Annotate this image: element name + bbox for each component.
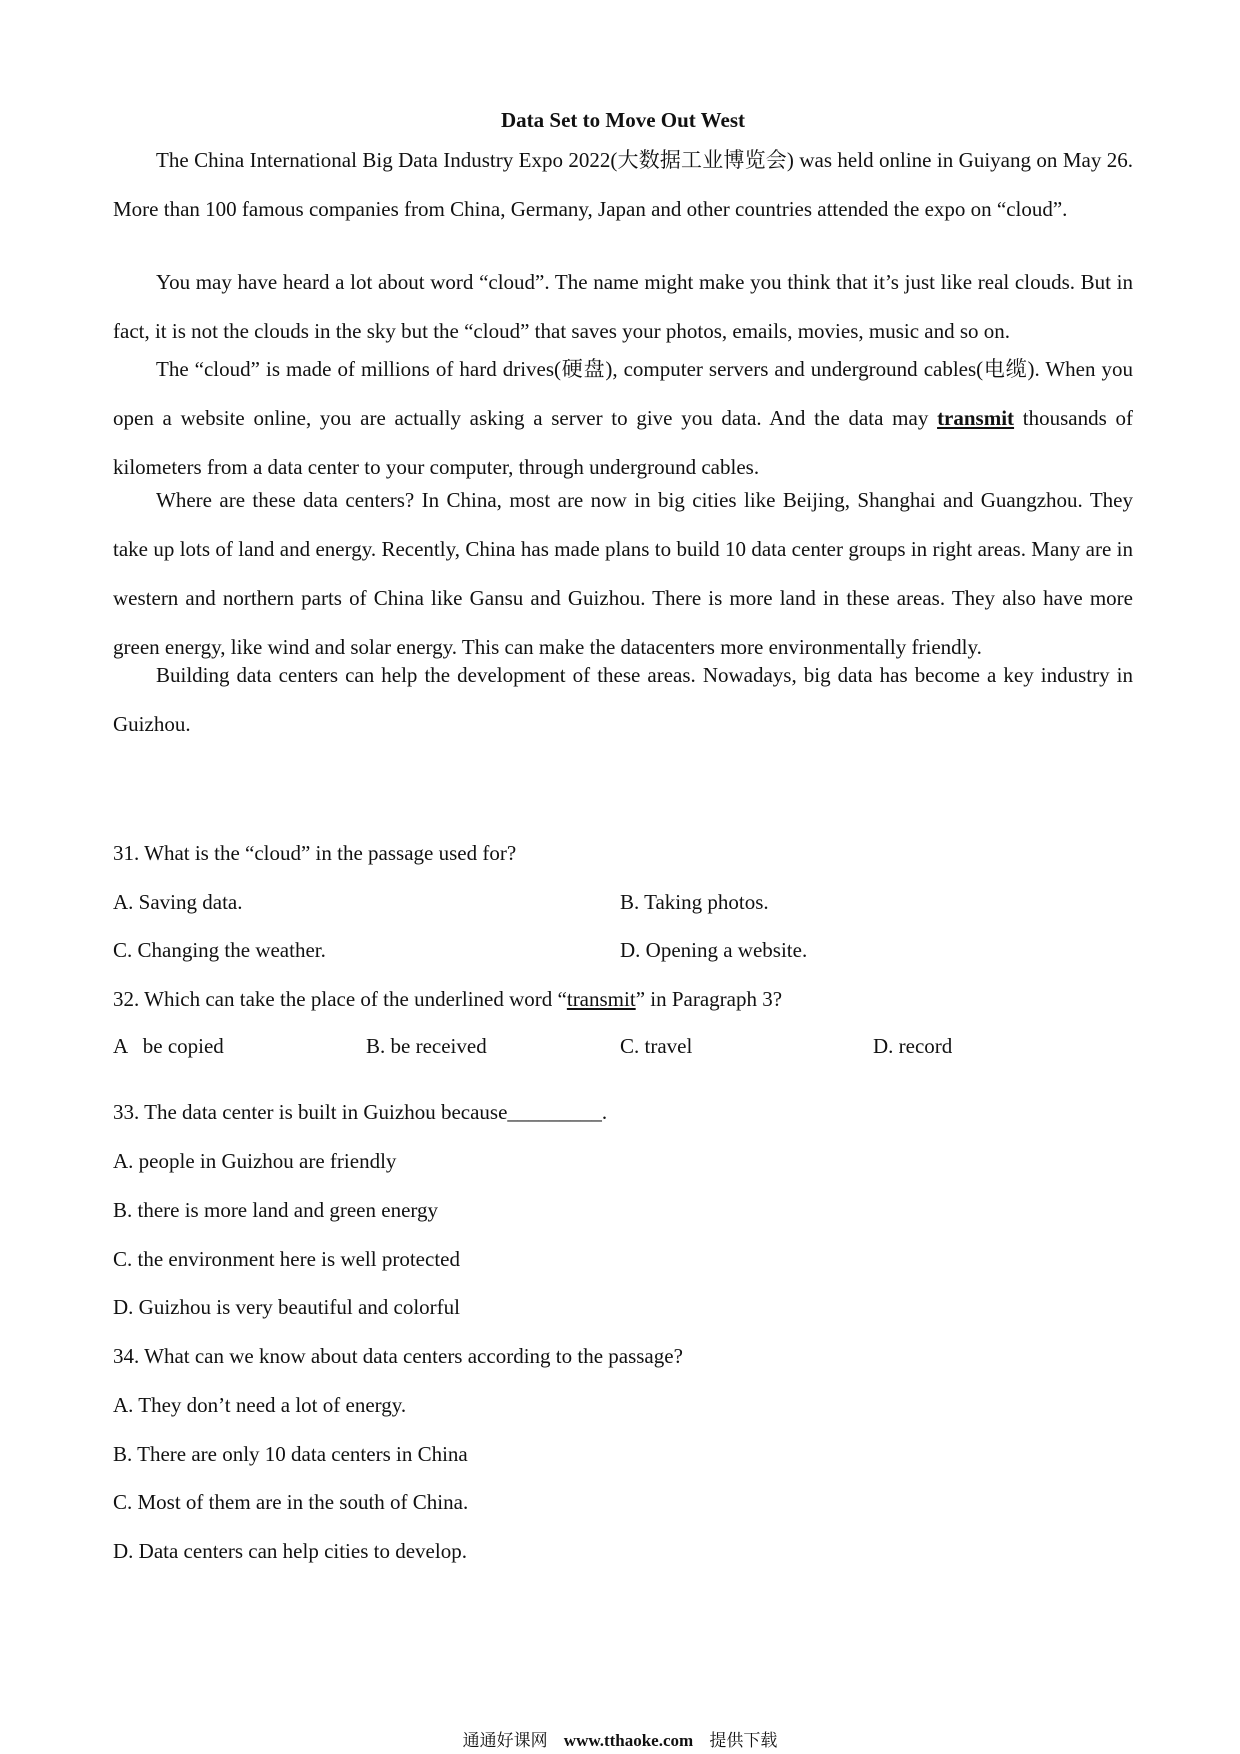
question-34-option-b: B. There are only 10 data centers in China — [113, 1442, 468, 1466]
question-32-option-a: A be copied — [113, 1034, 224, 1058]
page-footer — [0, 1726, 1240, 1751]
question-32-option-c: C. travel — [620, 1034, 693, 1058]
paragraph-4: Where are these data centers? In China, most are now in big cities like Beijing, Shanghai and Guangzhou. They take up lots of land and energy. Recently, China has made plans to build 10 data center groups in right areas. Many are in western and northern parts of China like Gansu and Guizhou. There is more land in these areas. They also have more green energy, like wind and solar energy. This can make the datacenters more environmentally friendly. — [113, 488, 1133, 659]
question-31-option-b: B. Taking photos. — [620, 890, 769, 914]
question-34-option-d: D. Data centers can help cities to develop. — [113, 1539, 467, 1563]
question-33-option-c: C. the environment here is well protected — [113, 1247, 460, 1271]
question-33-option-a: A. people in Guizhou are friendly — [113, 1149, 397, 1173]
paragraph-5: Building data centers can help the development of these areas. Nowadays, big data has become a key industry in Guizhou. — [113, 663, 1133, 736]
question-32-stem-after: ” in Paragraph 3? — [635, 987, 783, 1011]
question-33-option-d: D. Guizhou is very beautiful and colorful — [113, 1295, 460, 1319]
paragraph-3 — [113, 345, 1133, 492]
question-31-option-c: C. Changing the weather. — [113, 938, 326, 962]
question-34-option-a: A. They don’t need a lot of energy. — [113, 1393, 407, 1417]
paragraph-2: You may have heard a lot about word “cloud”. The name might make you think that it’s just like real clouds. But in fact, it is not the clouds in the sky but the “cloud” that saves your photos, emails, movies, music and so on. — [113, 270, 1133, 343]
question-31-stem: 31. What is the “cloud” in the passage used for? — [113, 841, 517, 865]
footer-download-text: 提供下载 — [709, 1731, 778, 1751]
question-31-option-a: A. Saving data. — [113, 890, 243, 914]
question-34-option-c: C. Most of them are in the south of China. — [113, 1490, 469, 1514]
question-34-stem: 34. What can we know about data centers according to the passage? — [113, 1344, 683, 1368]
question-33-stem: 33. The data center is built in Guizhou because_________. — [113, 1100, 608, 1124]
question-32-option-b: B. be received — [366, 1034, 487, 1058]
question-31-option-d: D. Opening a website. — [620, 938, 808, 962]
question-32-stem-before: 32. Which can take the place of the underlined word “ — [113, 987, 567, 1011]
footer-site-name: 通通好课网 — [462, 1731, 548, 1751]
question-33-option-b: B. there is more land and green energy — [113, 1198, 438, 1222]
question-32-underlined-word: transmit — [566, 987, 636, 1011]
question-32-option-d: D. record — [873, 1034, 953, 1058]
footer-url-link[interactable]: www.tthaoke.com — [563, 1731, 694, 1750]
paragraph-3-text-after: thousands of kilometers from a data center to your computer, through underground cables. — [113, 406, 1133, 479]
underlined-word-transmit: transmit — [937, 406, 1015, 430]
passage-title: Data Set to Move Out West — [501, 108, 745, 132]
paragraph-1: The China International Big Data Industry Expo 2022(大数据工业博览会) was held online in Guiyang on May 26. More than 100 famous companies from China, Germany, Japan and other countries attended the expo on “cloud”. — [113, 148, 1133, 221]
paragraph-3-text-before: The “cloud” is made of millions of hard drives(硬盘), computer servers and underground cables(电缆). When you open a website online, you are actually asking a server to give you data. And the data may — [113, 357, 1133, 430]
question-32-stem — [113, 984, 1133, 1014]
